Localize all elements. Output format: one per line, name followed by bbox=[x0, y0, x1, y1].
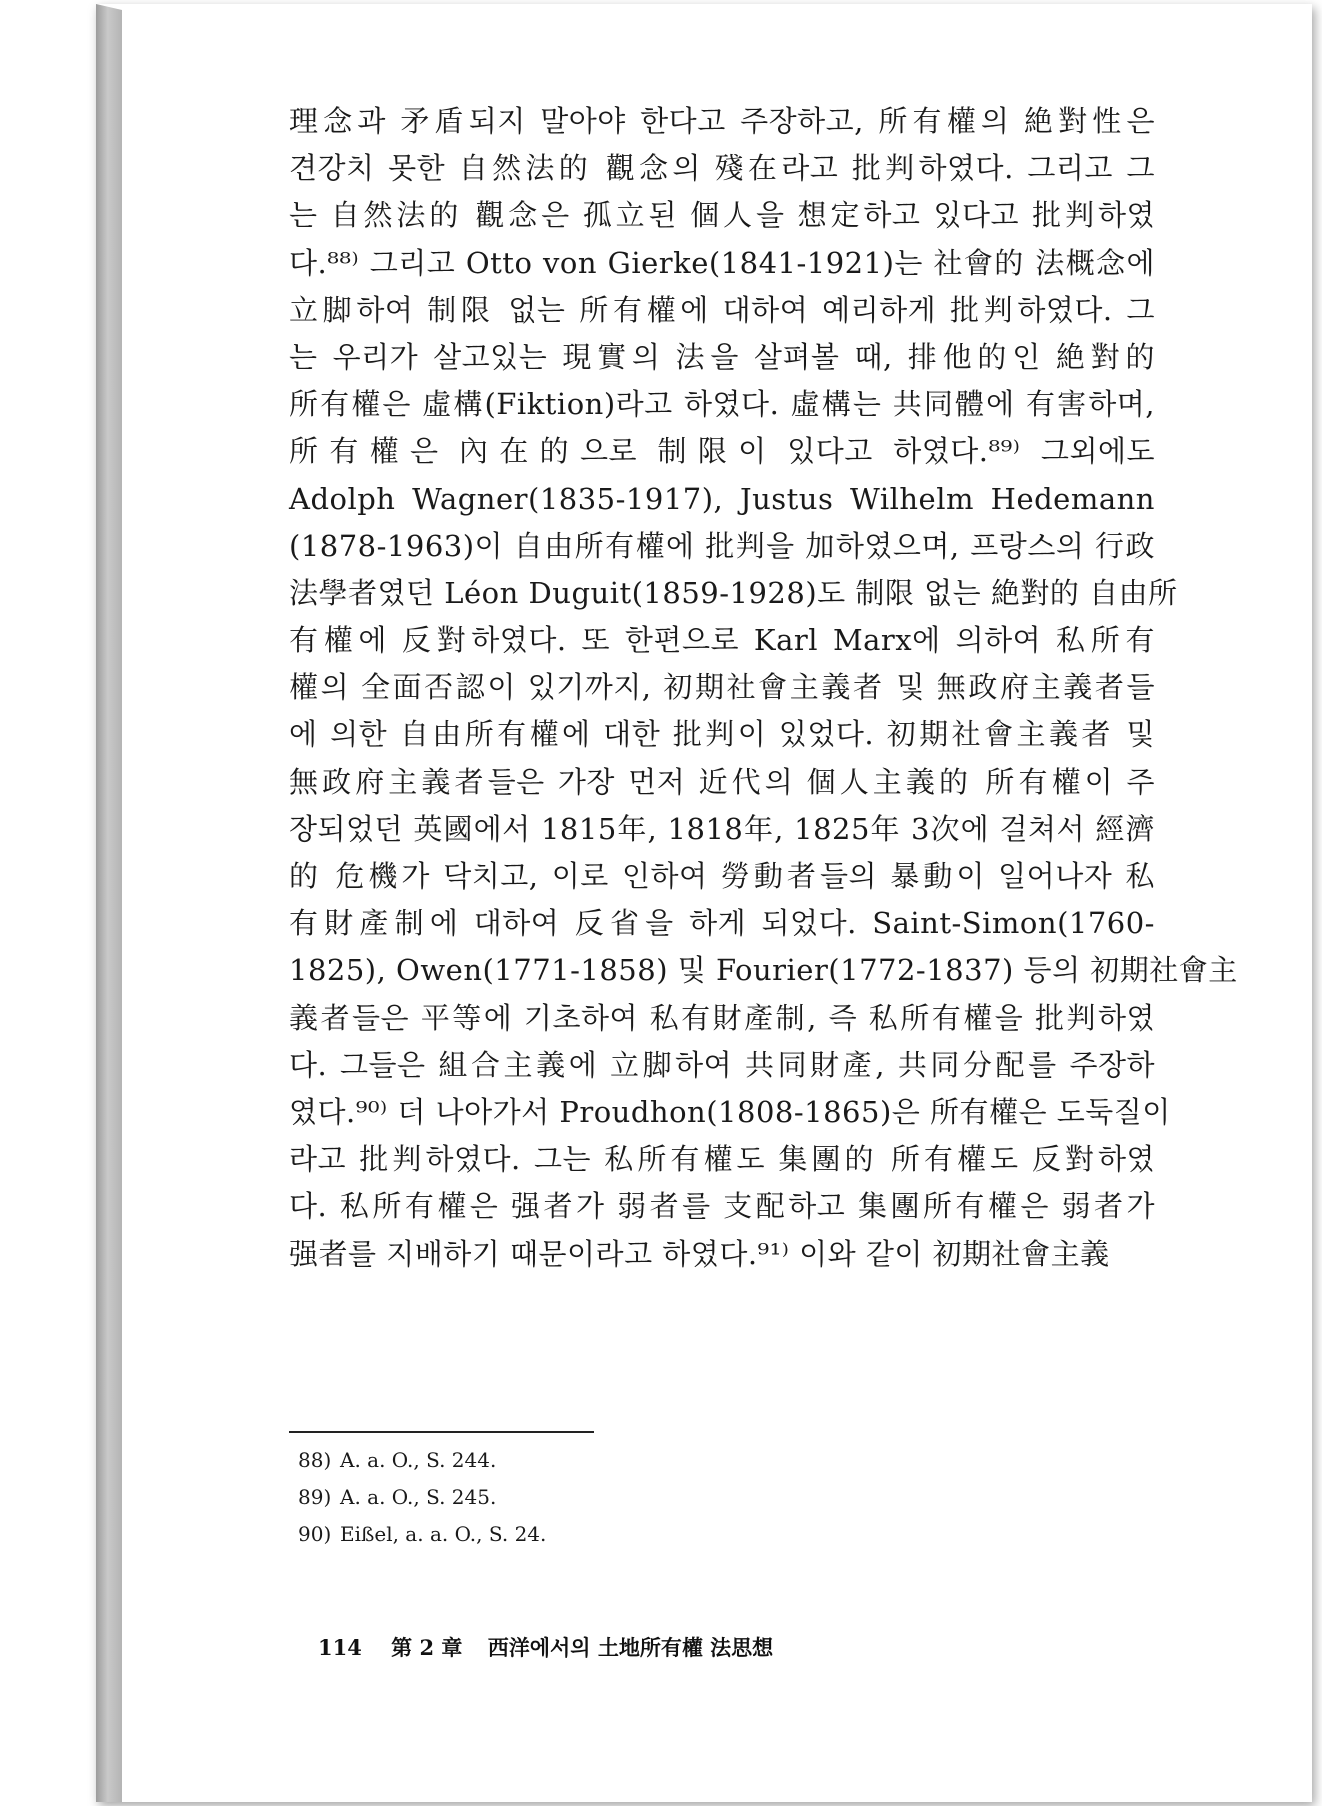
footnote-number: 90) bbox=[298, 1522, 332, 1546]
text-line: 였다.⁹⁰⁾ 더 나아가서 Proudhon(1808-1865)은 所有權은 도둑질이 bbox=[289, 1094, 1171, 1129]
footnote-item bbox=[298, 1479, 546, 1516]
chapter-title: 西洋에서의 土地所有權 法思想 bbox=[487, 1635, 774, 1660]
footnotes bbox=[298, 1442, 546, 1553]
text-line: 장되었던 英國에서 1815年, 1818年, 1825年 3次에 걸쳐서 經濟 bbox=[289, 811, 1155, 846]
footnote-separator bbox=[289, 1431, 594, 1433]
footnote-item bbox=[298, 1516, 546, 1553]
text-line: 所有權은 內在的으로 制限이 있다고 하였다.⁸⁹⁾ 그외에도 bbox=[289, 434, 1155, 469]
text-line: 견강치 못한 自然法的 觀念의 殘在라고 批判하였다. 그리고 그 bbox=[289, 151, 1155, 186]
text-line: 有權에 反對하였다. 또 한편으로 Karl Marx에 의하여 私所有 bbox=[289, 623, 1155, 658]
spine-corner bbox=[96, 4, 122, 10]
text-line: 는 우리가 살고있는 現實의 法을 살펴볼 때, 排他的인 絶對的 bbox=[289, 339, 1155, 374]
body-text bbox=[289, 98, 1238, 1278]
text-line: 다. 그들은 組合主義에 立脚하여 共同財產, 共同分配를 주장하 bbox=[289, 1047, 1155, 1082]
text-line: 權의 全面否認이 있기까지, 初期社會主義者 및 無政府主義者들 bbox=[289, 670, 1155, 705]
footnote-number: 89) bbox=[298, 1485, 332, 1509]
text-line: Adolph Wagner(1835-1917), Justus Wilhelm Hedemann bbox=[289, 481, 1155, 516]
text-line: (1878-1963)이 自由所有權에 批判을 加하였으며, 프랑스의 行政 bbox=[289, 528, 1155, 563]
text-line: 理念과 矛盾되지 말아야 한다고 주장하고, 所有權의 絶對性은 bbox=[289, 104, 1155, 138]
text-line: 에 의한 自由所有權에 대한 批判이 있었다. 初期社會主義者 및 bbox=[289, 717, 1155, 752]
footnote-text: Eißel, a. a. O., S. 24. bbox=[340, 1522, 547, 1546]
chapter-label: 第 2 章 bbox=[391, 1635, 463, 1660]
text-line: 的 危機가 닥치고, 이로 인하여 勞動者들의 暴動이 일어나자 私 bbox=[289, 859, 1155, 893]
footnote-text: A. a. O., S. 244. bbox=[340, 1448, 497, 1472]
text-line: 所有權은 虛構(Fiktion)라고 하였다. 虛構는 共同體에 有害하며, bbox=[289, 387, 1155, 422]
footnote-item bbox=[298, 1442, 546, 1479]
text-line: 强者를 지배하기 때문이라고 하였다.⁹¹⁾ 이와 같이 初期社會主義 bbox=[289, 1236, 1110, 1271]
text-line: 有財產制에 대하여 反省을 하게 되었다. Saint-Simon(1760- bbox=[289, 906, 1155, 941]
text-line: 는 自然法的 觀念은 孤立된 個人을 想定하고 있다고 批判하였 bbox=[289, 198, 1155, 233]
footnote-number: 88) bbox=[298, 1448, 332, 1472]
text-line: 立脚하여 制限 없는 所有權에 대하여 예리하게 批判하였다. 그 bbox=[289, 292, 1155, 327]
page-number: 114 bbox=[318, 1635, 362, 1660]
text-line: 1825), Owen(1771-1858) 및 Fourier(1772-1837) 등의 初期社會主 bbox=[289, 953, 1238, 988]
text-line: 라고 批判하였다. 그는 私所有權도 集團的 所有權도 反對하였 bbox=[289, 1142, 1155, 1177]
text-line: 無政府主義者들은 가장 먼저 近代의 個人主義的 所有權이 주 bbox=[289, 764, 1155, 799]
text-line: 다.⁸⁸⁾ 그리고 Otto von Gierke(1841-1921)는 社會的 法概念에 bbox=[289, 245, 1155, 280]
book-spine-edge bbox=[96, 4, 122, 1802]
footnote-text: A. a. O., S. 245. bbox=[340, 1485, 497, 1509]
text-line: 다. 私所有權은 强者가 弱者를 支配하고 集團所有權은 弱者가 bbox=[289, 1189, 1155, 1224]
text-line: 法學者였던 Léon Duguit(1859-1928)도 制限 없는 絶對的 自由所 bbox=[289, 575, 1178, 610]
text-line: 義者들은 平等에 기초하여 私有財產制, 즉 私所有權을 批判하였 bbox=[289, 1000, 1155, 1035]
running-footer bbox=[318, 1632, 773, 1662]
